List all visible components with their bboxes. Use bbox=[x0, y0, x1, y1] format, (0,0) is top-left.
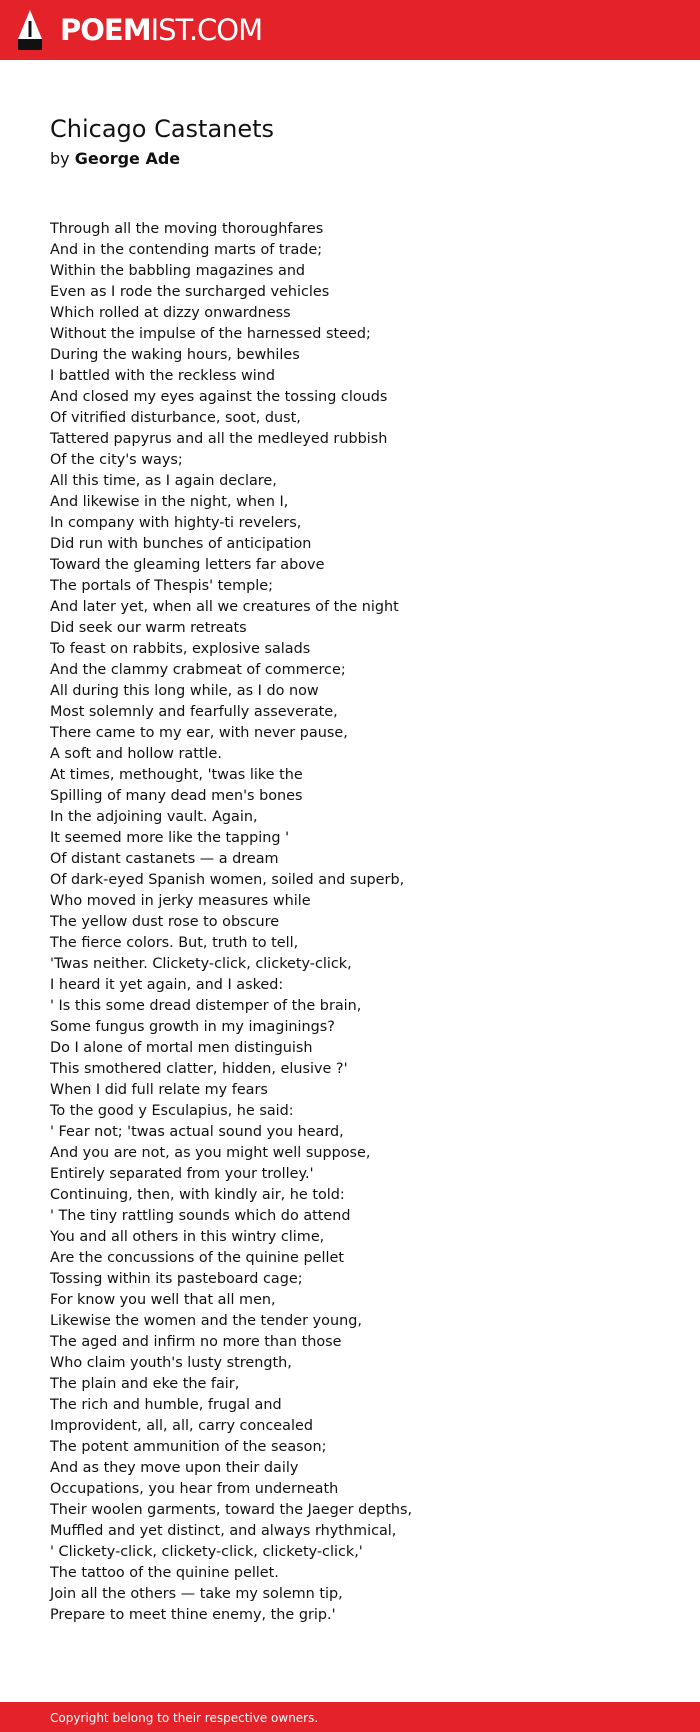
poem-line: Even as I rode the surcharged vehicles bbox=[50, 284, 330, 300]
poem-line: Did seek our warm retreats bbox=[50, 620, 247, 636]
site-header bbox=[0, 0, 700, 60]
poem-line: Tossing within its pasteboard cage; bbox=[50, 1271, 303, 1287]
poem-line: Of the city's ways; bbox=[50, 452, 183, 468]
poem-line: Through all the moving thoroughfares bbox=[50, 221, 324, 237]
poem-line: ' Clickety-click, clickety-click, clickety-click,' bbox=[50, 1544, 363, 1560]
poem-line: Improvident, all, all, carry concealed bbox=[50, 1418, 313, 1434]
poem-title: Chicago Castanets bbox=[50, 115, 275, 143]
poem-line: You and all others in this wintry clime, bbox=[50, 1229, 325, 1245]
poem-line: And closed my eyes against the tossing clouds bbox=[50, 389, 388, 405]
poem-line: Of dark-eyed Spanish women, soiled and superb, bbox=[50, 872, 405, 888]
poem-line: Occupations, you hear from underneath bbox=[50, 1481, 339, 1497]
poem-line: Tattered papyrus and all the medleyed rubbish bbox=[50, 431, 388, 447]
poem-line: The tattoo of the quinine pellet. bbox=[50, 1565, 279, 1581]
poem-line: Join all the others — take my solemn tip, bbox=[50, 1586, 343, 1602]
poem-line: To feast on rabbits, explosive salads bbox=[50, 641, 311, 657]
poem-line: Their woolen garments, toward the Jaeger depths, bbox=[50, 1502, 413, 1518]
poem-line: Of distant castanets — a dream bbox=[50, 851, 279, 867]
poem-line: Most solemnly and fearfully asseverate, bbox=[50, 704, 338, 720]
poem-body bbox=[50, 219, 670, 1626]
poem-line: Do I alone of mortal men distinguish bbox=[50, 1040, 313, 1056]
poem-line: Which rolled at dizzy onwardness bbox=[50, 305, 291, 321]
byline bbox=[50, 148, 180, 170]
poem-line: All this time, as I again declare, bbox=[50, 473, 277, 489]
poem-line: To the good y Esculapius, he said: bbox=[50, 1103, 294, 1119]
copyright-notice: Copyright belong to their respective owners. bbox=[50, 1711, 319, 1725]
poem-line: For know you well that all men, bbox=[50, 1292, 276, 1308]
poem-line: The yellow dust rose to obscure bbox=[50, 914, 280, 930]
poem-line: All during this long while, as I do now bbox=[50, 683, 319, 699]
poem-line: The aged and infirm no more than those bbox=[50, 1334, 342, 1350]
poem-line: In company with highty-ti revelers, bbox=[50, 515, 302, 531]
poem-line: Entirely separated from your trolley.' bbox=[50, 1166, 314, 1182]
poem-line: I battled with the reckless wind bbox=[50, 368, 276, 384]
poem-line: Muffled and yet distinct, and always rhythmical, bbox=[50, 1523, 397, 1539]
poem-line: And the clammy crabmeat of commerce; bbox=[50, 662, 346, 678]
poem-line: The plain and eke the fair, bbox=[50, 1376, 240, 1392]
poem-line: It seemed more like the tapping ' bbox=[50, 830, 290, 846]
site-footer bbox=[0, 1702, 700, 1732]
poem-line: ' Fear not; 'twas actual sound you heard, bbox=[50, 1124, 344, 1140]
pen-nib-icon[interactable] bbox=[17, 9, 43, 51]
byline-prefix: by bbox=[50, 149, 70, 168]
poem-line: When I did full relate my fears bbox=[50, 1082, 268, 1098]
poem-line: Continuing, then, with kindly air, he told: bbox=[50, 1187, 345, 1203]
poem-line: The portals of Thespis' temple; bbox=[50, 578, 273, 594]
poem-line: Are the concussions of the quinine pellet bbox=[50, 1250, 344, 1266]
poem-line: And as they move upon their daily bbox=[50, 1460, 299, 1476]
poem-line: 'Twas neither. Clickety-click, clickety-click, bbox=[50, 956, 352, 972]
poem-line: The fierce colors. But, truth to tell, bbox=[50, 935, 299, 951]
poem-author: George Ade bbox=[74, 149, 181, 168]
poem-line: This smothered clatter, hidden, elusive ?' bbox=[50, 1061, 348, 1077]
poem-line: Prepare to meet thine enemy, the grip.' bbox=[50, 1607, 336, 1623]
poem-line: And likewise in the night, when I, bbox=[50, 494, 289, 510]
poem-line: Toward the gleaming letters far above bbox=[50, 557, 325, 573]
poem-line: The rich and humble, frugal and bbox=[50, 1397, 282, 1413]
poem-line: There came to my ear, with never pause, bbox=[50, 725, 348, 741]
poem-line: At times, methought, 'twas like the bbox=[50, 767, 303, 783]
site-logo[interactable] bbox=[60, 12, 263, 47]
poem-line: A soft and hollow rattle. bbox=[50, 746, 222, 762]
poem-line: In the adjoining vault. Again, bbox=[50, 809, 258, 825]
poem-line: I heard it yet again, and I asked: bbox=[50, 977, 284, 993]
poem-line: Within the babbling magazines and bbox=[50, 263, 306, 279]
logo-text-light: IST.COM bbox=[150, 12, 263, 47]
poem-line: Who claim youth's lusty strength, bbox=[50, 1355, 292, 1371]
poem-line: And later yet, when all we creatures of the night bbox=[50, 599, 399, 615]
poem-line: And you are not, as you might well suppose, bbox=[50, 1145, 371, 1161]
poem-line: Of vitrified disturbance, soot, dust, bbox=[50, 410, 301, 426]
logo-text-bold: POEM bbox=[60, 12, 151, 47]
poem-line: Without the impulse of the harnessed steed; bbox=[50, 326, 371, 342]
poem-line: The potent ammunition of the season; bbox=[50, 1439, 327, 1455]
poem-line: And in the contending marts of trade; bbox=[50, 242, 323, 258]
poem-line: Spilling of many dead men's bones bbox=[50, 788, 303, 804]
poem-line: ' Is this some dread distemper of the brain, bbox=[50, 998, 362, 1014]
poem-line: Did run with bunches of anticipation bbox=[50, 536, 312, 552]
poem-line: Likewise the women and the tender young, bbox=[50, 1313, 362, 1329]
poem-line: ' The tiny rattling sounds which do attend bbox=[50, 1208, 351, 1224]
poem-line: Who moved in jerky measures while bbox=[50, 893, 311, 909]
poem-line: Some fungus growth in my imaginings? bbox=[50, 1019, 335, 1035]
poem-line: During the waking hours, bewhiles bbox=[50, 347, 300, 363]
